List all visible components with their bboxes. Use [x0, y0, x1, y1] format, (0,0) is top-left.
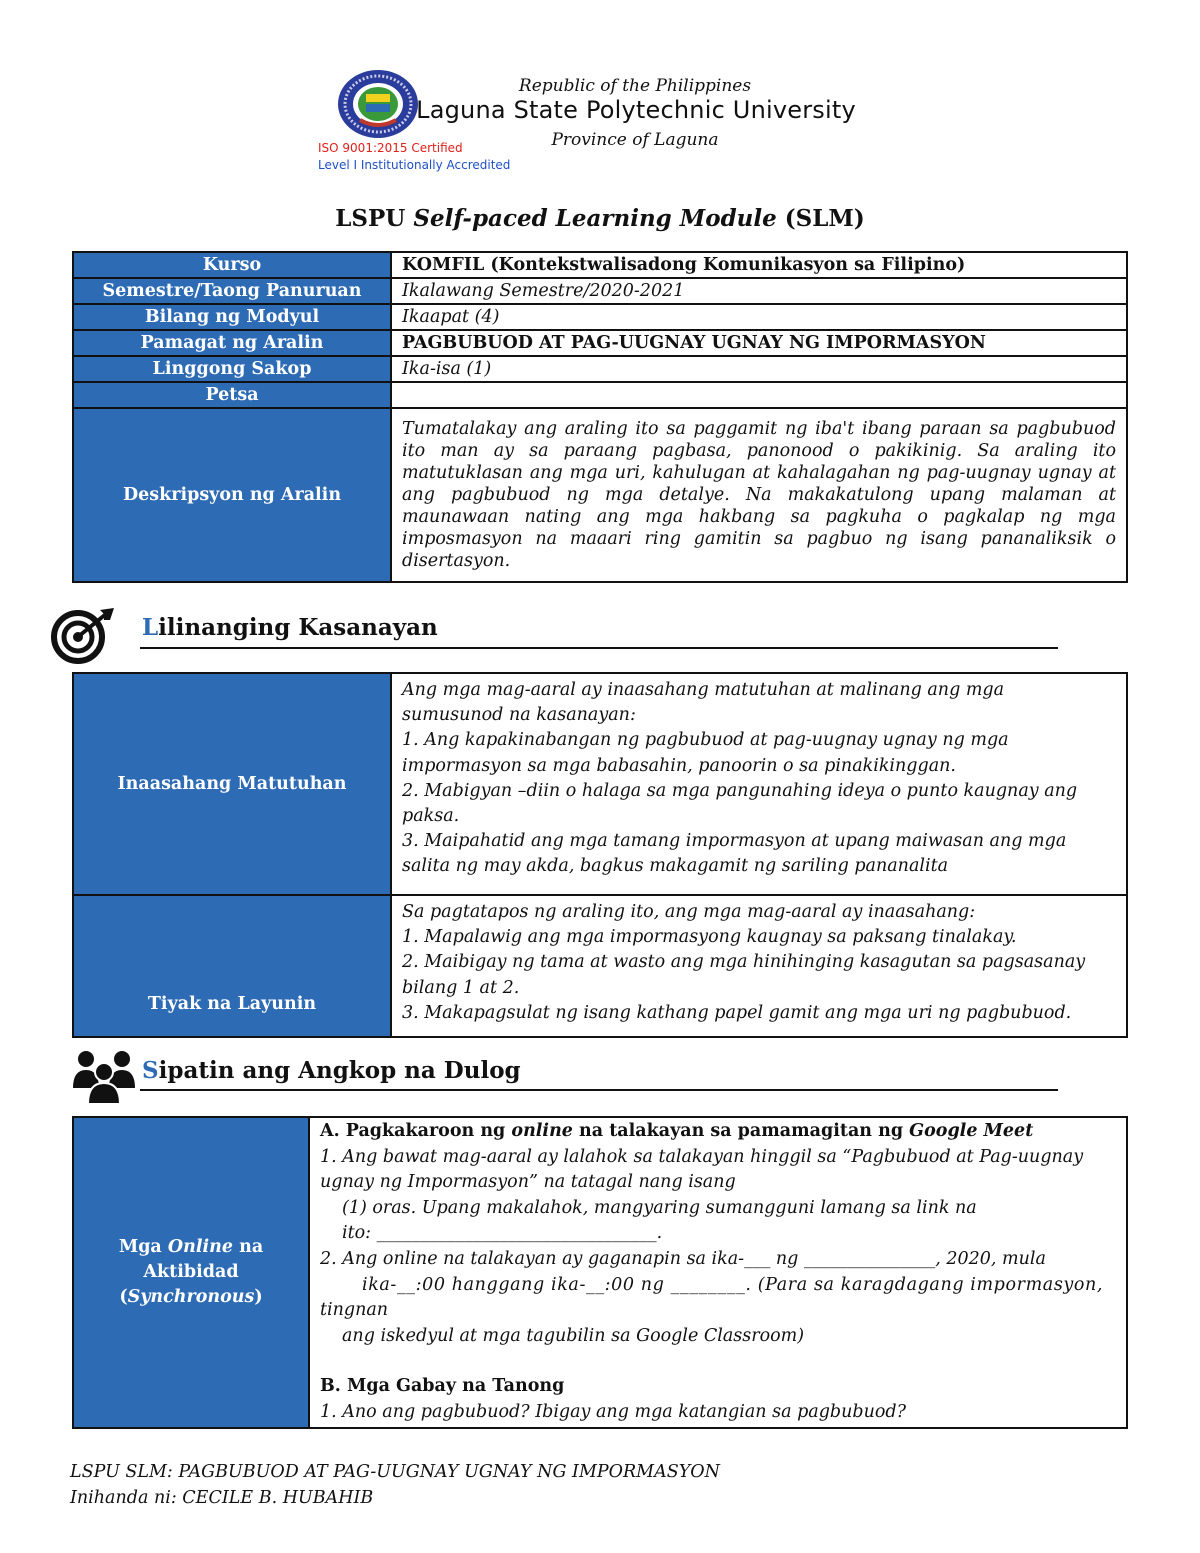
modyul-label: Bilang ng Modyul: [73, 304, 391, 330]
inaasahang-line: 3. Maipahatid ang mga tamang impormasyon at upang maiwasan ang mga: [402, 831, 1067, 852]
inaasahang-line: 2. Mabigyan –diin o halaga sa mga pangunahing ideya o punto kaugnay ang: [402, 780, 1078, 801]
label-synchronous: Synchronous: [127, 1286, 255, 1307]
table-row: [73, 1117, 1127, 1428]
section1-rest: ilinanging Kasanayan: [158, 614, 438, 641]
online-activities-table: [72, 1116, 1128, 1429]
layunin-line: 1. Mapalawig ang mga impormasyong kaugnay sa paksang tinalakay.: [402, 927, 1017, 948]
pamagat-value: PAGBUBUOD AT PAG-UUGNAY UGNAY NG IMPORMASYON: [391, 330, 1127, 356]
layunin-label: Tiyak na Layunin: [73, 895, 391, 1037]
a-heading-online: online: [511, 1121, 573, 1141]
inaasahang-line: Ang mga mag-aaral ay inaasahang matutuhan at malinang ang mga: [402, 680, 1005, 700]
people-group-icon: [72, 1048, 136, 1104]
iso-certification: ISO 9001:2015 Certified: [318, 141, 463, 155]
linggo-label: Linggong Sakop: [73, 356, 391, 382]
online-line: tingnan: [320, 1300, 389, 1321]
online-line: 2. Ang online na talakayan ay gaganapin sa ika-___ ng _______________, 2020, mula: [320, 1248, 1046, 1269]
section-b-heading: B. Mga Gabay na Tanong: [320, 1376, 565, 1397]
modyul-value: Ikaapat (4): [391, 304, 1127, 330]
layunin-line: bilang 1 at 2.: [402, 977, 520, 998]
table-row: [73, 356, 1127, 382]
section2-rule: [140, 1089, 1058, 1091]
linggo-value: Ika-isa (1): [391, 356, 1127, 382]
layunin-line: 3. Makapagsulat ng isang kathang papel gamit ang mga uri ng pagbubuod.: [402, 1002, 1072, 1023]
section1-first-letter: L: [142, 614, 159, 641]
petsa-label: Petsa: [73, 382, 391, 408]
online-activities-label: Mga Online na Aktibidad (Synchronous): [73, 1117, 309, 1428]
a-heading-part: na talakayan sa pamamagitan ng: [579, 1121, 904, 1141]
table-row: [73, 408, 1127, 582]
petsa-value: [391, 382, 1127, 408]
table-row: [73, 278, 1127, 304]
section2-rest: ipatin ang Angkop na Dulog: [158, 1057, 521, 1084]
label-online: Online: [167, 1236, 233, 1257]
online-line: 1. Ang bawat mag-aaral ay lalahok sa talakayan hinggil sa “Pagbubuod at Pag-uugnay: [320, 1146, 1084, 1167]
inaasahang-line: 1. Ang kapakinabangan ng pagbubuod at pag-uugnay ugnay ng mga: [402, 730, 1009, 751]
table-row: [73, 252, 1127, 278]
online-line: ugnay ng Impormasyon” na tatagal nang isang: [320, 1172, 736, 1193]
semestre-value: Ikalawang Semestre/2020-2021: [391, 278, 1127, 304]
section1-rule: [140, 647, 1058, 649]
header-republic: Republic of the Philippines: [518, 76, 752, 96]
pamagat-label: Pamagat ng Aralin: [73, 330, 391, 356]
footer-prepared-by: Inihanda ni: CECILE B. HUBAHIB: [70, 1488, 374, 1508]
label-mga: Mga: [118, 1236, 162, 1257]
label-na: na: [239, 1236, 264, 1257]
target-icon: [48, 606, 118, 664]
layunin-value: [391, 895, 1127, 1037]
inaasahang-label: Inaasahang Matutuhan: [73, 673, 391, 895]
skills-table: [72, 672, 1128, 1038]
semestre-label: Semestre/Taong Panuruan: [73, 278, 391, 304]
section2-first-letter: S: [142, 1057, 159, 1084]
module-info-table: [72, 251, 1128, 583]
deskripsyon-value: Tumatalakay ang araling ito sa paggamit ng iba't ibang paraan sa pagbubuod ito man ay sa paraang pagbasa, panonood o pakikinig. Sa araling ito matutuklasan ang mga uri, kahulugan at kahalagahan ng pag-uugnay ugnay at ang pagbubuod ng mga detalye. Na makakatulong upang malaman at maunawaan nating ang mga hakbang sa pagkuha o pagkalap ng mga imposmasyon na maaari ring gamitin sa pagbuo ng isang pananaliksik o disertasyon.: [391, 408, 1127, 582]
kurso-label: Kurso: [73, 252, 391, 278]
kurso-value: KOMFIL (Kontekstwalisadong Komunikasyon sa Filipino): [391, 252, 1127, 278]
inaasahang-line: paksa.: [402, 806, 460, 827]
inaasahang-line: salita ng may akda, bagkus makagamit ng sariling pananalita: [402, 856, 949, 877]
footer-module-title: LSPU SLM: PAGBUBUOD AT PAG-UUGNAY UGNAY NG IMPORMASYON: [70, 1462, 720, 1482]
online-line: ang iskedyul at mga tagubilin sa Google Classroom): [342, 1325, 805, 1346]
table-row: [73, 895, 1127, 1037]
module-title: [0, 205, 1200, 232]
accreditation-level: Level I Institutionally Accredited: [318, 158, 511, 172]
inaasahang-line: sumusunod na kasanayan:: [402, 705, 636, 726]
deskripsyon-label: Deskripsyon ng Aralin: [73, 408, 391, 582]
layunin-line: Sa pagtatapos ng araling ito, ang mga mag-aaral ay inaasahang:: [402, 902, 976, 922]
online-line: 1. Ano ang pagbubuod? Ibigay ang mga katangian sa pagbubuod?: [320, 1401, 906, 1422]
online-line: (1) oras. Upang makalahok, mangyaring sumangguni lamang sa link na: [342, 1197, 977, 1218]
section-a-heading: [320, 1119, 1116, 1145]
title-italic: Self-paced Learning Module: [413, 205, 777, 232]
layunin-line: 2. Maibigay ng tama at wasto ang mga hinihinging kasagutan sa pagsasanay: [402, 952, 1086, 973]
online-line: ito: ________________________________.: [342, 1223, 663, 1244]
header-province: Province of Laguna: [551, 130, 719, 150]
header-university-name: Laguna State Polytechnic University: [416, 96, 856, 124]
section-lilinanging-kasanayan: [142, 614, 438, 641]
a-heading-part: A. Pagkakaroon ng: [320, 1121, 506, 1141]
table-row: [73, 304, 1127, 330]
online-line: ika-__:00 hanggang ika-__:00 ng ________. (Para sa karagdagang impormasyon,: [362, 1274, 1104, 1295]
section-sipatin-ang-angkop-na-dulog: [142, 1057, 521, 1084]
table-row: [73, 382, 1127, 408]
inaasahang-line: impormasyon sa mga babasahin, panoorin o sa pinakikinggan.: [402, 755, 956, 776]
table-row: [73, 673, 1127, 895]
table-row: [73, 330, 1127, 356]
label-aktibidad: Aktibidad: [143, 1261, 239, 1282]
spacer: [320, 1349, 1116, 1374]
title-suffix: (SLM): [784, 205, 865, 232]
a-heading-google-meet: Google Meet: [909, 1121, 1034, 1141]
inaasahang-value: [391, 673, 1127, 895]
online-activities-content: [309, 1117, 1127, 1428]
title-prefix: LSPU: [335, 205, 406, 232]
